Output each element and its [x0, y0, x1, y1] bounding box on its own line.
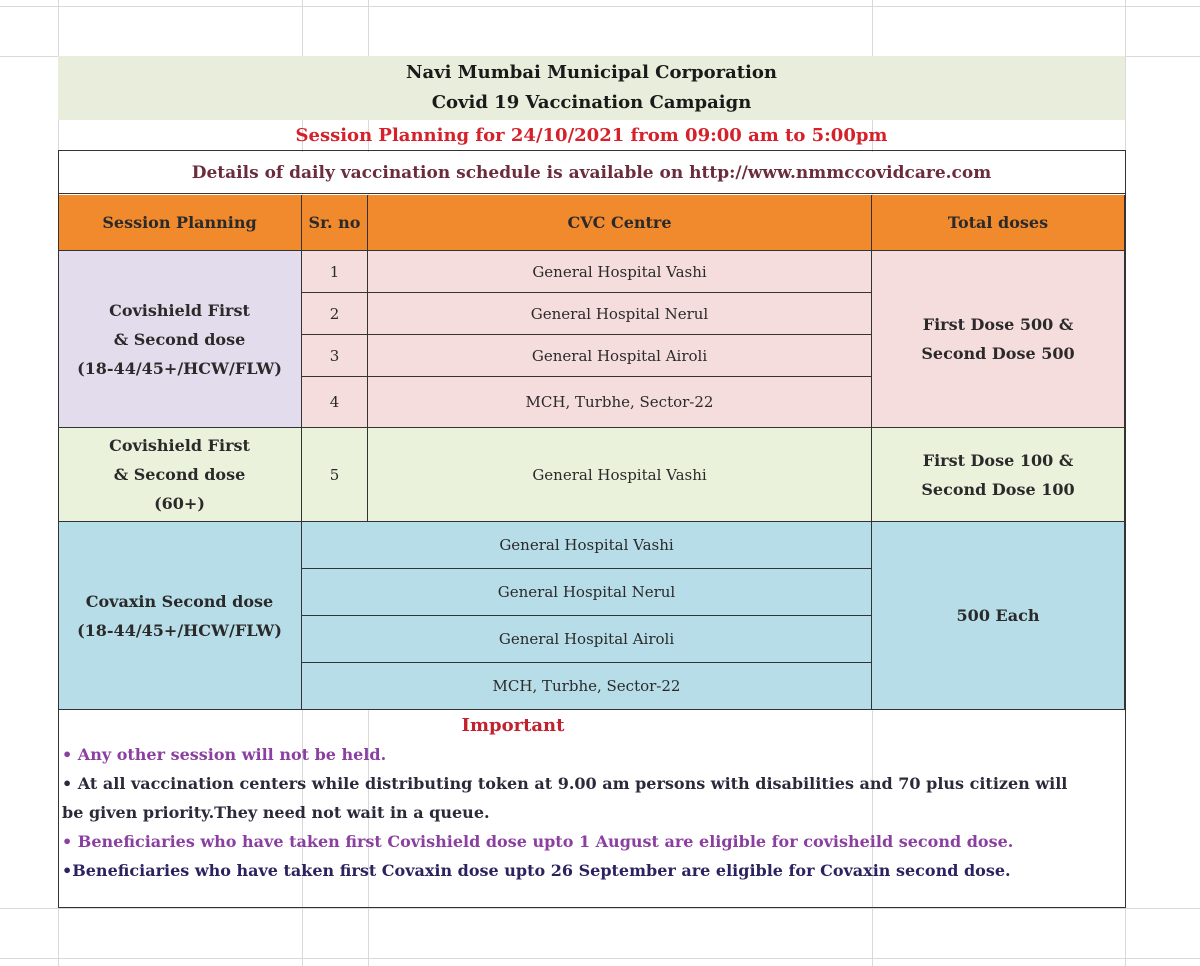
- session-covishield-18-44: Covishield First & Second dose (18-44/45+/HCW/FLW): [58, 251, 302, 428]
- details-line: Details of daily vaccination schedule is available on http://www.nmmccovidcare.com: [58, 152, 1125, 194]
- title-band: [58, 56, 1125, 120]
- sr-no-cell: 2: [302, 293, 368, 335]
- note-item: • Beneficiaries who have taken first Covishield dose upto 1 August are eligible for covisheild second dose.: [62, 832, 1014, 851]
- campaign-title: Covid 19 Vaccination Campaign: [431, 92, 752, 113]
- centre-cell: General Hospital Airoli: [368, 335, 872, 377]
- sr-no-cell: 1: [302, 251, 368, 293]
- total-doses-covishield-18-44: First Dose 500 & Second Dose 500: [872, 251, 1125, 428]
- centre-cell: General Hospital Vashi: [302, 522, 872, 569]
- session-covaxin-second-dose: Covaxin Second dose (18-44/45+/HCW/FLW): [58, 522, 302, 710]
- centre-cell: MCH, Turbhe, Sector-22: [368, 377, 872, 428]
- sr-no-cell: 4: [302, 377, 368, 428]
- session-covishield-60-plus: Covishield First & Second dose (60+): [58, 428, 302, 522]
- centre-cell: General Hospital Nerul: [302, 569, 872, 616]
- centre-cell: General Hospital Airoli: [302, 616, 872, 663]
- note-item: • Any other session will not be held.: [62, 745, 387, 764]
- important-heading: Important: [461, 715, 565, 736]
- centre-cell: General Hospital Nerul: [368, 293, 872, 335]
- centre-cell: General Hospital Vashi: [368, 251, 872, 293]
- col-header-session-planning: Session Planning: [58, 195, 302, 251]
- org-name: Navi Mumbai Municipal Corporation: [406, 62, 777, 83]
- note-item: •Beneficiaries who have taken first Covaxin dose upto 26 September are eligible for Covaxin second dose.: [62, 861, 1011, 880]
- centre-cell: General Hospital Vashi: [368, 428, 872, 522]
- col-header-sr-no: Sr. no: [302, 195, 368, 251]
- note-item: be given priority.They need not wait in a queue.: [62, 803, 490, 822]
- total-doses-covishield-60-plus: First Dose 100 & Second Dose 100: [872, 428, 1125, 522]
- col-header-cvc-centre: CVC Centre: [368, 195, 872, 251]
- centre-cell: MCH, Turbhe, Sector-22: [302, 663, 872, 710]
- total-doses-covaxin: 500 Each: [872, 522, 1125, 710]
- sr-no-cell: 5: [302, 428, 368, 522]
- session-title: Session Planning for 24/10/2021 from 09:00 am to 5:00pm: [295, 125, 888, 146]
- sr-no-cell: 3: [302, 335, 368, 377]
- col-header-total-doses: Total doses: [872, 195, 1125, 251]
- note-item: • At all vaccination centers while distributing token at 9.00 am persons with disabilities and 70 plus citizen will: [62, 774, 1068, 793]
